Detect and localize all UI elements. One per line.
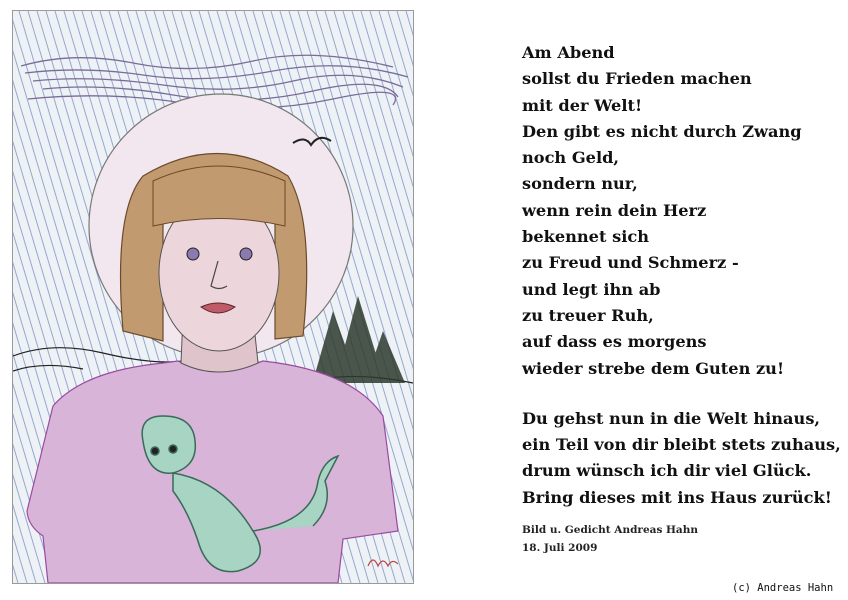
- credit-line1: Bild u. Gedicht Andreas Hahn: [522, 524, 699, 537]
- poem-line: drum wünsch ich dir viel Glück.: [522, 461, 812, 481]
- poem-line: Den gibt es nicht durch Zwang: [522, 121, 802, 141]
- poem-line: Bring dieses mit ins Haus zurück!: [522, 487, 832, 507]
- copyright-notice: (c) Andreas Hahn: [732, 582, 834, 594]
- poem-line: Am Abend: [522, 43, 615, 62]
- bangs: [153, 166, 285, 226]
- credit-line2: 18. Juli 2009: [522, 542, 598, 555]
- poem-line: zu treuer Ruh,: [522, 305, 654, 325]
- poem-line: zu Freud und Schmerz -: [522, 253, 739, 273]
- poem-stanza: [522, 406, 842, 511]
- poem-line: auf dass es morgens: [522, 332, 707, 352]
- poem-line: noch Geld,: [522, 148, 620, 168]
- poem-line: wenn rein dein Herz: [522, 200, 707, 220]
- poem-line: sondern nur,: [522, 174, 638, 194]
- poem: [522, 40, 842, 557]
- poem-stanza: [522, 40, 842, 382]
- poem-line: mit der Welt!: [522, 95, 643, 115]
- poem-line: wieder strebe dem Guten zu!: [522, 358, 785, 378]
- portrait-drawing: [12, 10, 414, 584]
- poem-line: ein Teil von dir bleibt stets zuhaus,: [522, 435, 841, 455]
- credits: [522, 521, 842, 557]
- drawing-canvas: [13, 11, 413, 583]
- poem-line: bekennet sich: [522, 227, 649, 247]
- eye-left: [187, 248, 199, 260]
- eye-right: [240, 248, 252, 260]
- poem-line: sollst du Frieden machen: [522, 69, 752, 89]
- poem-line: und legt ihn ab: [522, 279, 661, 299]
- poem-line: Du gehst nun in die Welt hinaus,: [522, 408, 821, 428]
